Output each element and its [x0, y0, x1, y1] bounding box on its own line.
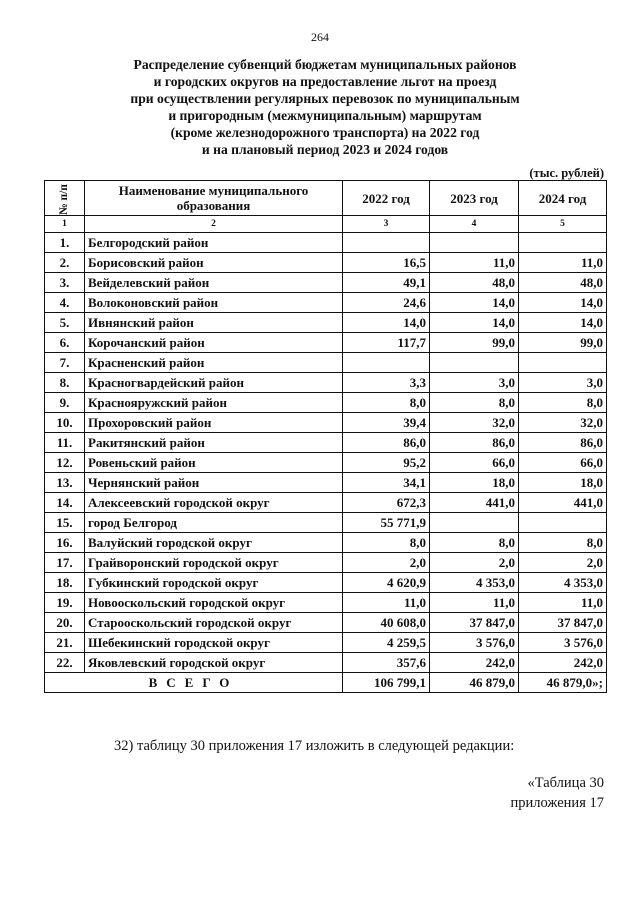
table-row	[45, 513, 607, 533]
row-2023: 2,0	[430, 553, 519, 573]
title-line: и городских округов на предоставление льгот на проезд	[153, 74, 497, 89]
row-2022: 24,6	[343, 293, 430, 313]
row-2023	[430, 513, 519, 533]
row-2023: 3 576,0	[430, 633, 519, 653]
row-2024: 99,0	[519, 333, 607, 353]
row-2022: 8,0	[343, 533, 430, 553]
row-2022: 40 608,0	[343, 613, 430, 633]
row-name: Вейделевский район	[85, 273, 343, 293]
row-2024	[519, 513, 607, 533]
row-2023: 66,0	[430, 453, 519, 473]
row-name: Красненский район	[85, 353, 343, 373]
row-number: 2.	[45, 253, 85, 273]
row-2023: 14,0	[430, 293, 519, 313]
table-row	[45, 273, 607, 293]
row-name: Красногвардейский район	[85, 373, 343, 393]
row-number: 7.	[45, 353, 85, 373]
header-number: № п/п	[45, 181, 85, 216]
row-number: 6.	[45, 333, 85, 353]
row-2024: 32,0	[519, 413, 607, 433]
title-line: Распределение субвенций бюджетам муниципальных районов	[133, 57, 517, 72]
row-2023: 11,0	[430, 593, 519, 613]
row-2022: 672,3	[343, 493, 430, 513]
table-row	[45, 353, 607, 373]
row-name: Грайворонский городской округ	[85, 553, 343, 573]
header-2023: 2023 год	[430, 181, 519, 216]
total-label: ВСЕГО	[45, 673, 343, 693]
row-2022: 11,0	[343, 593, 430, 613]
row-name: Корочанский район	[85, 333, 343, 353]
title-line: при осуществлении регулярных перевозок по муниципальным	[130, 91, 520, 106]
row-2022: 16,5	[343, 253, 430, 273]
row-number: 11.	[45, 433, 85, 453]
row-2024: 2,0	[519, 553, 607, 573]
row-name: Шебекинский городской округ	[85, 633, 343, 653]
row-number: 15.	[45, 513, 85, 533]
row-number: 3.	[45, 273, 85, 293]
row-name: Ивнянский район	[85, 313, 343, 333]
table-row	[45, 633, 607, 653]
table-reference: «Таблица 30	[527, 775, 604, 791]
row-2023	[430, 353, 519, 373]
row-2022: 8,0	[343, 393, 430, 413]
row-2024: 242,0	[519, 653, 607, 673]
table-row	[45, 593, 607, 613]
row-2024: 18,0	[519, 473, 607, 493]
row-2024: 8,0	[519, 393, 607, 413]
row-2024: 3 576,0	[519, 633, 607, 653]
row-2024	[519, 233, 607, 253]
row-number: 19.	[45, 593, 85, 613]
row-name: Прохоровский район	[85, 413, 343, 433]
row-2022: 3,3	[343, 373, 430, 393]
row-name: Белгородский район	[85, 233, 343, 253]
row-2022	[343, 353, 430, 373]
table-row	[45, 553, 607, 573]
total-2022: 106 799,1	[343, 673, 430, 693]
row-2024: 66,0	[519, 453, 607, 473]
table-row	[45, 473, 607, 493]
row-2024: 11,0	[519, 593, 607, 613]
table-row	[45, 613, 607, 633]
row-name: Борисовский район	[85, 253, 343, 273]
row-number: 20.	[45, 613, 85, 633]
row-number: 22.	[45, 653, 85, 673]
row-name: Ровеньский район	[85, 453, 343, 473]
row-2022: 86,0	[343, 433, 430, 453]
row-number: 10.	[45, 413, 85, 433]
row-name: Губкинский городской округ	[85, 573, 343, 593]
row-name: Яковлевский городской округ	[85, 653, 343, 673]
title-line: (кроме железнодорожного транспорта) на 2022 год	[170, 125, 480, 140]
row-2022: 117,7	[343, 333, 430, 353]
row-2023	[430, 233, 519, 253]
row-2023: 441,0	[430, 493, 519, 513]
row-2023: 4 353,0	[430, 573, 519, 593]
table-row	[45, 433, 607, 453]
total-row	[45, 673, 607, 693]
row-name: Новооскольский городской округ	[85, 593, 343, 613]
header-name: Наименование муниципального образования	[85, 181, 343, 216]
row-name: Краснояружский район	[85, 393, 343, 413]
row-number: 14.	[45, 493, 85, 513]
table-row	[45, 313, 607, 333]
row-name: Чернянский район	[85, 473, 343, 493]
row-number: 18.	[45, 573, 85, 593]
row-2024: 86,0	[519, 433, 607, 453]
table-row	[45, 293, 607, 313]
row-name: Алексеевский городской округ	[85, 493, 343, 513]
column-index: 3	[343, 216, 430, 233]
row-2024: 14,0	[519, 293, 607, 313]
row-2023: 18,0	[430, 473, 519, 493]
row-name: Волоконовский район	[85, 293, 343, 313]
row-number: 4.	[45, 293, 85, 313]
total-2023: 46 879,0	[430, 673, 519, 693]
title-line: и пригородным (межмуниципальным) маршрутам	[168, 108, 482, 123]
table-row	[45, 393, 607, 413]
row-name: Старооскольский городской округ	[85, 613, 343, 633]
subsidy-table	[44, 180, 607, 693]
row-2024: 11,0	[519, 253, 607, 273]
table-row	[45, 233, 607, 253]
column-index-row	[45, 216, 607, 233]
row-2024: 4 353,0	[519, 573, 607, 593]
row-2023: 8,0	[430, 393, 519, 413]
column-index: 2	[85, 216, 343, 233]
row-2022	[343, 233, 430, 253]
row-2024: 8,0	[519, 533, 607, 553]
row-number: 12.	[45, 453, 85, 473]
row-2024	[519, 353, 607, 373]
row-2023: 11,0	[430, 253, 519, 273]
table-row	[45, 413, 607, 433]
row-2022: 55 771,9	[343, 513, 430, 533]
table-row	[45, 453, 607, 473]
row-number: 1.	[45, 233, 85, 253]
row-name: город Белгород	[85, 513, 343, 533]
header-2024: 2024 год	[519, 181, 607, 216]
row-2022: 357,6	[343, 653, 430, 673]
row-2024: 48,0	[519, 273, 607, 293]
table-row	[45, 573, 607, 593]
row-2023: 3,0	[430, 373, 519, 393]
row-2023: 37 847,0	[430, 613, 519, 633]
row-2022: 49,1	[343, 273, 430, 293]
row-2023: 8,0	[430, 533, 519, 553]
appendix-reference: приложения 17	[510, 795, 604, 811]
table-row	[45, 533, 607, 553]
row-2024: 14,0	[519, 313, 607, 333]
row-2023: 242,0	[430, 653, 519, 673]
table-row	[45, 373, 607, 393]
page-number: 264	[311, 30, 329, 44]
row-2023: 48,0	[430, 273, 519, 293]
amendment-note: 32) таблицу 30 приложения 17 изложить в следующей редакции:	[114, 738, 515, 754]
row-2024: 441,0	[519, 493, 607, 513]
row-2022: 34,1	[343, 473, 430, 493]
row-2024: 37 847,0	[519, 613, 607, 633]
units-label: (тыс. рублей)	[529, 166, 604, 180]
row-number: 5.	[45, 313, 85, 333]
row-2022: 14,0	[343, 313, 430, 333]
column-index: 1	[45, 216, 85, 233]
row-2022: 4 620,9	[343, 573, 430, 593]
row-number: 16.	[45, 533, 85, 553]
row-2023: 32,0	[430, 413, 519, 433]
row-name: Ракитянский район	[85, 433, 343, 453]
table-header-row	[45, 181, 607, 216]
row-number: 9.	[45, 393, 85, 413]
total-2024: 46 879,0»;	[519, 673, 607, 693]
row-2022: 2,0	[343, 553, 430, 573]
row-2022: 4 259,5	[343, 633, 430, 653]
row-2024: 3,0	[519, 373, 607, 393]
table-row	[45, 653, 607, 673]
document-title	[60, 56, 590, 158]
row-number: 13.	[45, 473, 85, 493]
column-index: 4	[430, 216, 519, 233]
table-row	[45, 493, 607, 513]
title-line: и на плановый период 2023 и 2024 годов	[201, 142, 449, 157]
header-2022: 2022 год	[343, 181, 430, 216]
row-2023: 86,0	[430, 433, 519, 453]
table-row	[45, 253, 607, 273]
row-2022: 95,2	[343, 453, 430, 473]
row-2023: 99,0	[430, 333, 519, 353]
row-name: Валуйский городской округ	[85, 533, 343, 553]
row-2023: 14,0	[430, 313, 519, 333]
row-number: 21.	[45, 633, 85, 653]
table-row	[45, 333, 607, 353]
row-number: 17.	[45, 553, 85, 573]
row-number: 8.	[45, 373, 85, 393]
row-2022: 39,4	[343, 413, 430, 433]
column-index: 5	[519, 216, 607, 233]
